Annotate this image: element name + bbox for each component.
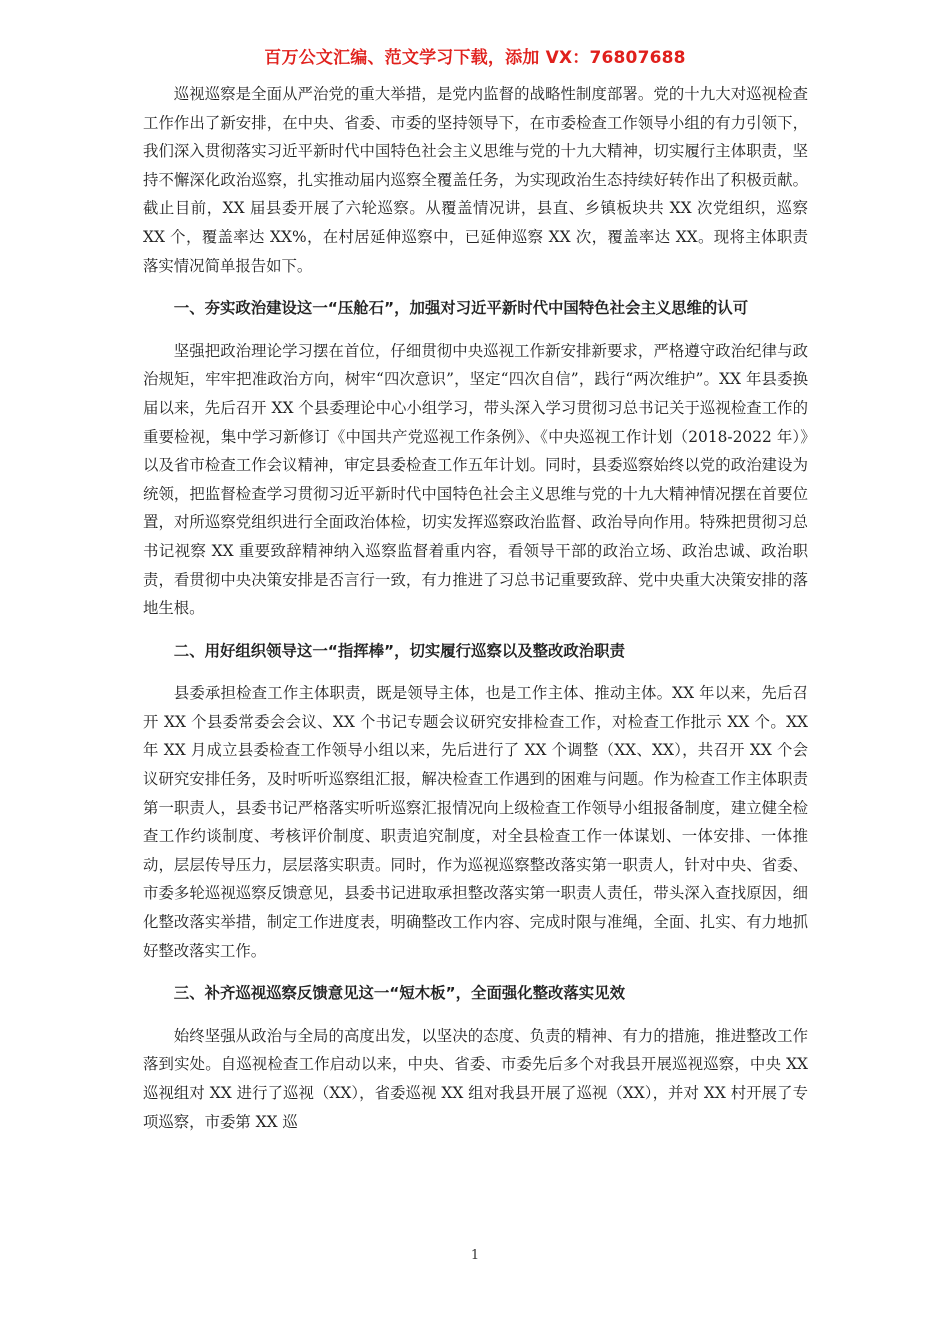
section-3-heading: 三、补齐巡视巡察反馈意见这一“短木板”，全面强化整改落实见效 (173, 984, 625, 1003)
page-number: 1 (470, 1248, 480, 1263)
intro-paragraph: 巡视巡察是全面从严治党的重大举措，是党内监督的战略性制度部署。党的十九大对巡视检查工作作出了新安排，在中央、省委、市委的坚持领导下，在市委检查工作领导小组的有力引领下，我们深入贯彻落实习近平新时代中国特色社会主义思维与党的十九大精神，切实履行主体职责，坚持不懈深化政治巡察，扎实推动届内巡察全覆盖任务，为实现政治生态持续好转作出了积极贡献。截止目前，XX 届县委开展了六轮巡察。从覆盖情况讲，县直、乡镇板块共 XX 次党组织，巡察 XX 个，覆盖率达 XX%，在村居延伸巡察中，已延伸巡察 XX 次，覆盖率达 XX。现将主体职责落实情况简单报告如下。 (143, 85, 808, 275)
header-banner: 百万公文汇编、范文学习下载，添加 VX：76807688 (264, 48, 686, 68)
section-3-paragraph: 始终坚强从政治与全局的高度出发，以坚决的态度、负责的精神、有力的措施，推进整改工作落到实处。自巡视检查工作启动以来，中央、省委、市委先后多个对我县开展巡视巡察，中央 XX 巡视组对 XX 进行了巡视（XX），省委巡视 XX 组对我县开展了巡视（XX），并对 XX 村开展了专项巡察，市委第 XX 巡 (143, 1026, 808, 1131)
section-2-heading: 二、用好组织领导这一“指挥棒”，切实履行巡察以及整改政治职责 (173, 641, 625, 660)
section-1-heading: 一、夯实政治建设这一“压舱石”，加强对习近平新时代中国特色社会主义思维的认可 (173, 299, 749, 318)
document-body (143, 80, 808, 1136)
section-1-paragraph: 坚强把政治理论学习摆在首位，仔细贯彻中央巡视工作新安排新要求，严格遵守政治纪律与政治规矩，牢牢把准政治方向，树牢“四次意识”，坚定“四次自信”，践行“两次维护”。XX 年县委换届以来，先后召开 XX 个县委理论中心小组学习，带头深入学习贯彻习总书记关于巡视检查工作的重要检视，集中学习新修订《中国共产党巡视工作条例》、《中央巡视工作计划（2018-2022 年）》以及省市检查工作会议精神，审定县委检查工作五年计划。同时，县委巡察始终以党的政治建设为统领，把监督检查学习贯彻习近平新时代中国特色社会主义思维与党的十九大精神情况摆在首要位置，对所巡察党组织进行全面政治体检，切实发挥巡察政治监督、政治导向作用。特殊把贯彻习总书记视察 XX 重要致辞精神纳入巡察监督着重内容，看领导干部的政治立场、政治忠诚、政治职责，看贯彻中央决策安排是否言行一致，有力推进了习总书记重要致辞、党中央重大决策安排的落地生根。 (143, 341, 808, 618)
section-2-paragraph: 县委承担检查工作主体职责，既是领导主体，也是工作主体、推动主体。XX 年以来，先后召开 XX 个县委常委会会议、XX 个书记专题会议研究安排检查工作，对检查工作批示 XX 个。XX 年 XX 月成立县委检查工作领导小组以来，先后进行了 XX 个调整（XX、XX），共召开 XX 个会议研究安排任务，及时听听巡察组汇报，解决检查工作遇到的困难与问题。作为检查工作主体职责第一职责人，县委书记严格落实听听巡察汇报情况向上级检查工作领导小组报备制度，建立健全检查工作约谈制度、考核评价制度、职责追究制度，对全县检查工作一体谋划、一体安排、一体推动，层层传导压力，层层落实职责。同时，作为巡视巡察整改落实第一职责人，针对中央、省委、市委多轮巡视巡察反馈意见，县委书记进取承担整改落实第一职责人责任，带头深入查找原因，细化整改落实举措，制定工作进度表，明确整改工作内容、完成时限与准绳，全面、扎实、有力地抓好整改落实工作。 (143, 684, 808, 960)
